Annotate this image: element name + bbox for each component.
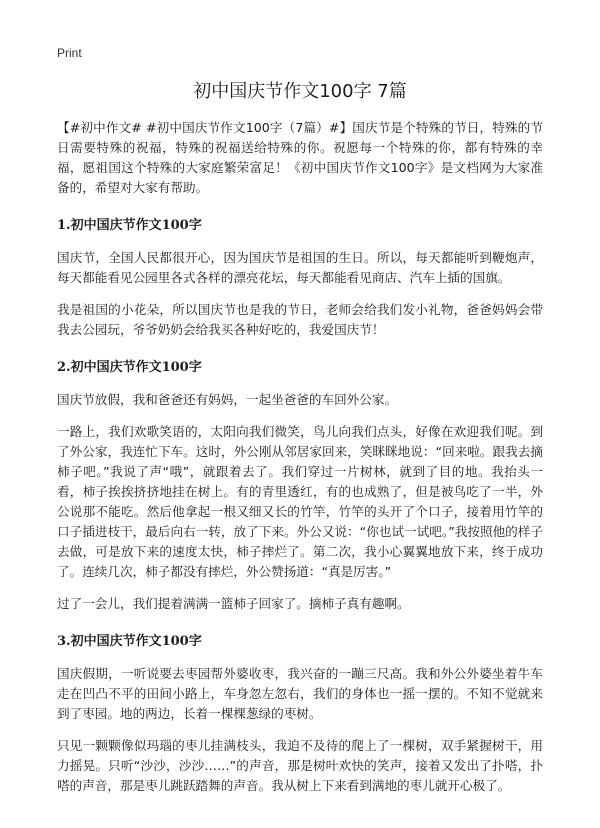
section-1 [57,216,543,340]
print-link[interactable]: Print [57,46,82,60]
article-body [57,118,543,808]
section-paragraph: 国庆节，全国人民都很开心，因为国庆节是祖国的生日。所以，每天都能听到鞭炮声，每天都能看见公园里各式各样的漂亮花坛，每天都能看见商店、汽车上插的国旗。 [57,250,543,285]
section-2 [57,358,543,614]
section-paragraph: 我是祖国的小花朵，所以国庆节也是我的节日，老师会给我们发小礼物，爸爸妈妈会带我去公园玩，爷爷奶奶会给我买各种好吃的，我爱国庆节！ [57,302,543,337]
section-paragraph: 一路上，我们欢歌笑语的，太阳向我们微笑，鸟儿向我们点头，好像在欢迎我们呢。到了外公家，我连忙下车。这时，外公刚从邻居家回来，笑眯眯地说：“回来啦。跟我去摘柿子吧。”我说了声“哦”，就跟着去了。我们穿过一片树林，就到了目的地。我抬头一看，柿子挨挨挤挤地挂在树上。有的青里透红，有的也成熟了，但是被鸟吃了一半，外公说那不能吃。然后他拿起一根又细又长的竹竿，竹竿的头开了个口子，接着用竹竿的口子插进枝干，最后向右一转，放了下来。外公又说：“你也试一试吧。”我按照他的样子去做，可是放下来的速度太快，柿子摔烂了。第二次，我小心翼翼地放下来，终于成功了。连续几次，柿子都没有摔烂，外公赞扬道：“真是厉害。” [57,424,543,579]
section-paragraph: 只见一颗颗像似玛瑙的枣儿挂满枝头，我迫不及待的爬上了一棵树，双手紧握树干，用力摇晃。只听“沙沙，沙沙……”的声音，那是树叶欢快的笑声，接着又发出了扑嗒，扑嗒的声音，那是枣儿跳跃踏舞的声音。我从树上下来看到满地的枣儿就开心极了。 [57,738,543,793]
section-heading: 2.初中国庆节作文100字 [57,360,202,375]
section-heading: 1.初中国庆节作文100字 [57,218,202,233]
section-paragraph: 国庆假期，一听说要去枣园帮外婆收枣，我兴奋的一蹦三尺高。我和外公外婆坐着牛车走在凹凸不平的田间小路上，车身忽左忽右，我们的身体也一摇一摆的。不知不觉就来到了枣园。地的两边，长着一棵棵葱绿的枣树。 [57,666,543,721]
section-heading: 3.初中国庆节作文100字 [57,634,202,649]
section-paragraph: 过了一会儿，我们提着满满一篮柿子回家了。摘柿子真有趣啊。 [57,596,410,611]
section-paragraph: 国庆节放假，我和爸爸还有妈妈，一起坐爸爸的车回外公家。 [57,392,398,407]
intro-paragraph: 【#初中作文# #初中国庆节作文100字（7篇）#】国庆节是个特殊的节日，特殊的节日需要特殊的祝福，特殊的祝福送给特殊的你。祝愿每一个特殊的你，都有特殊的幸福，愿祖国这个特殊的大家庭繁荣富足！《初中国庆节作文100字》是文档网为大家准备的，希望对大家有帮助。 [57,120,543,195]
section-3 [57,632,543,796]
page-title: 初中国庆节作文100字 7篇 [193,81,407,102]
